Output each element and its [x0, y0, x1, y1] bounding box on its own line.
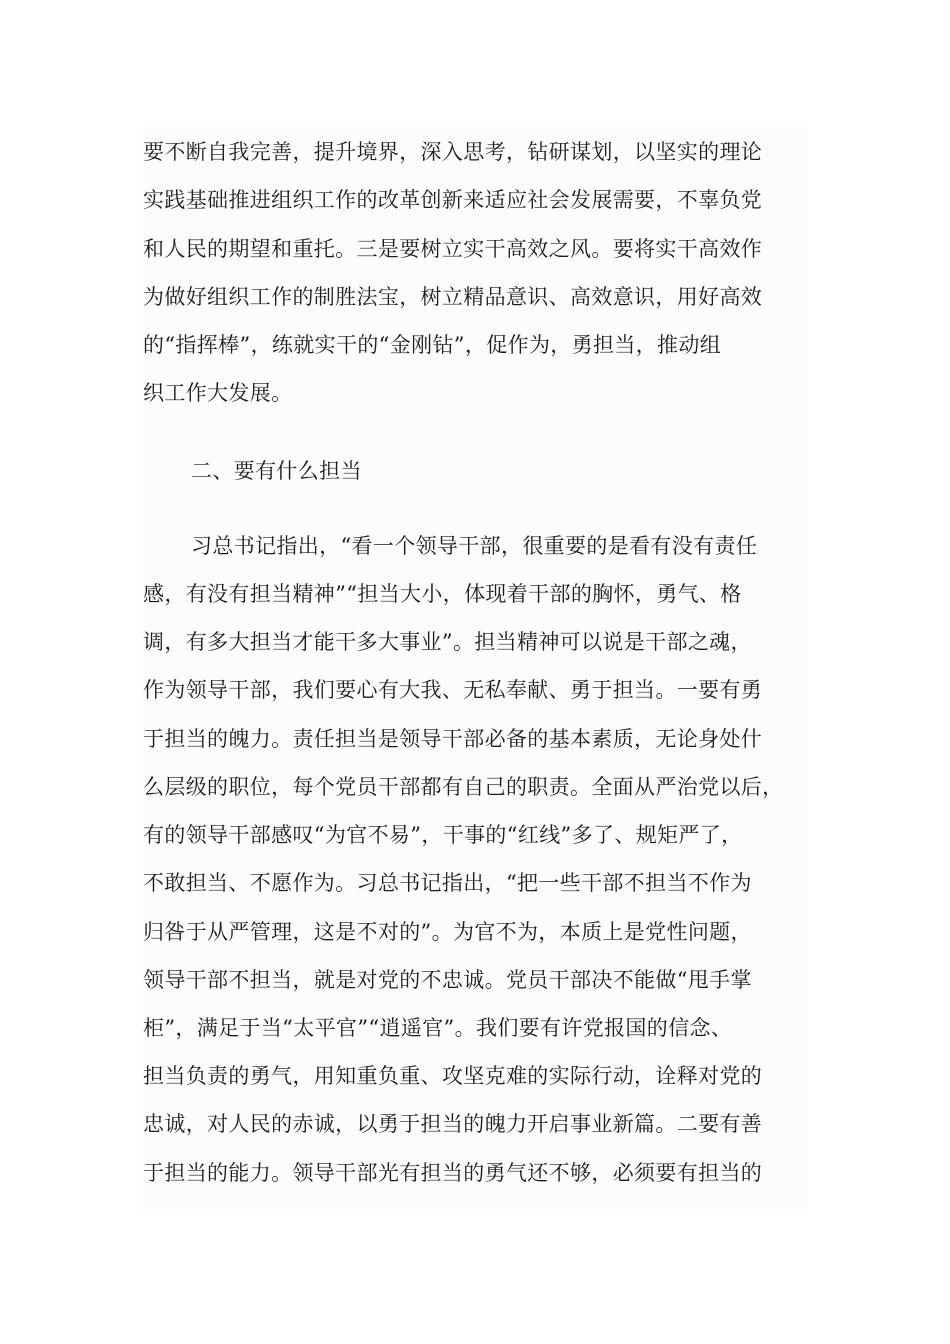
text-line: 织工作大发展。 [143, 381, 293, 405]
document-body [143, 126, 807, 1214]
text-line: 和人民的期望和重托。三是要树立实干高效之风。要将实干高效作 [143, 237, 763, 261]
text-line: 不敢担当、不愿作为。习总书记指出，“把一些干部不担当不作为 [143, 871, 752, 895]
text-line: 于担当的魄力。责任担当是领导干部必备的基本素质，无论身处什 [143, 727, 763, 751]
text-line: 有的领导干部感叹“为官不易”，干事的“红线”多了、规矩严了， [143, 823, 743, 847]
text-line: 要不断自我完善，提升境界，深入思考，钻研谋划，以坚实的理论 [143, 140, 763, 164]
text-line: 习总书记指出，“看一个领导干部，很重要的是看有没有责任 [191, 534, 758, 558]
text-line: 于担当的能力。领导干部光有担当的勇气还不够，必须要有担当的 [143, 1161, 763, 1185]
text-line: 领导干部不担当，就是对党的不忠诚。党员干部决不能做“甩手掌 [143, 968, 752, 992]
text-line: 实践基础推进组织工作的改革创新来适应社会发展需要，不辜负党 [143, 188, 763, 212]
section-heading: 二、要有什么担当 [191, 459, 362, 483]
text-line: 作为领导干部，我们要心有大我、无私奉献、勇于担当。一要有勇 [143, 678, 763, 702]
text-line: 调，有多大担当才能干多大事业”。担当精神可以说是干部之魂， [143, 630, 752, 654]
text-line: 么层级的职位，每个党员干部都有自己的职责。全面从严治党以后， [143, 775, 784, 799]
text-line: 柜”，满足于当“太平官”“逍遥官”。我们要有许党报国的信念、 [143, 1016, 733, 1040]
text-line: 为做好组织工作的制胜法宝，树立精品意识、高效意识，用好高效 [143, 285, 763, 309]
text-line: 感，有没有担当精神”“担当大小，体现着干部的胸怀，勇气、格 [143, 582, 742, 606]
text-line: 忠诚，对人民的赤诚，以勇于担当的魄力开启事业新篇。二要有善 [143, 1112, 763, 1136]
text-line: 担当负责的勇气，用知重负重、攻坚克难的实际行动，诠释对党的 [143, 1064, 763, 1088]
text-line: 归咎于从严管理，这是不对的”。为官不为，本质上是党性问题， [143, 920, 752, 944]
text-line: 的“指挥棒”，练就实干的“金刚钻”，促作为，勇担当，推动组 [143, 333, 722, 357]
